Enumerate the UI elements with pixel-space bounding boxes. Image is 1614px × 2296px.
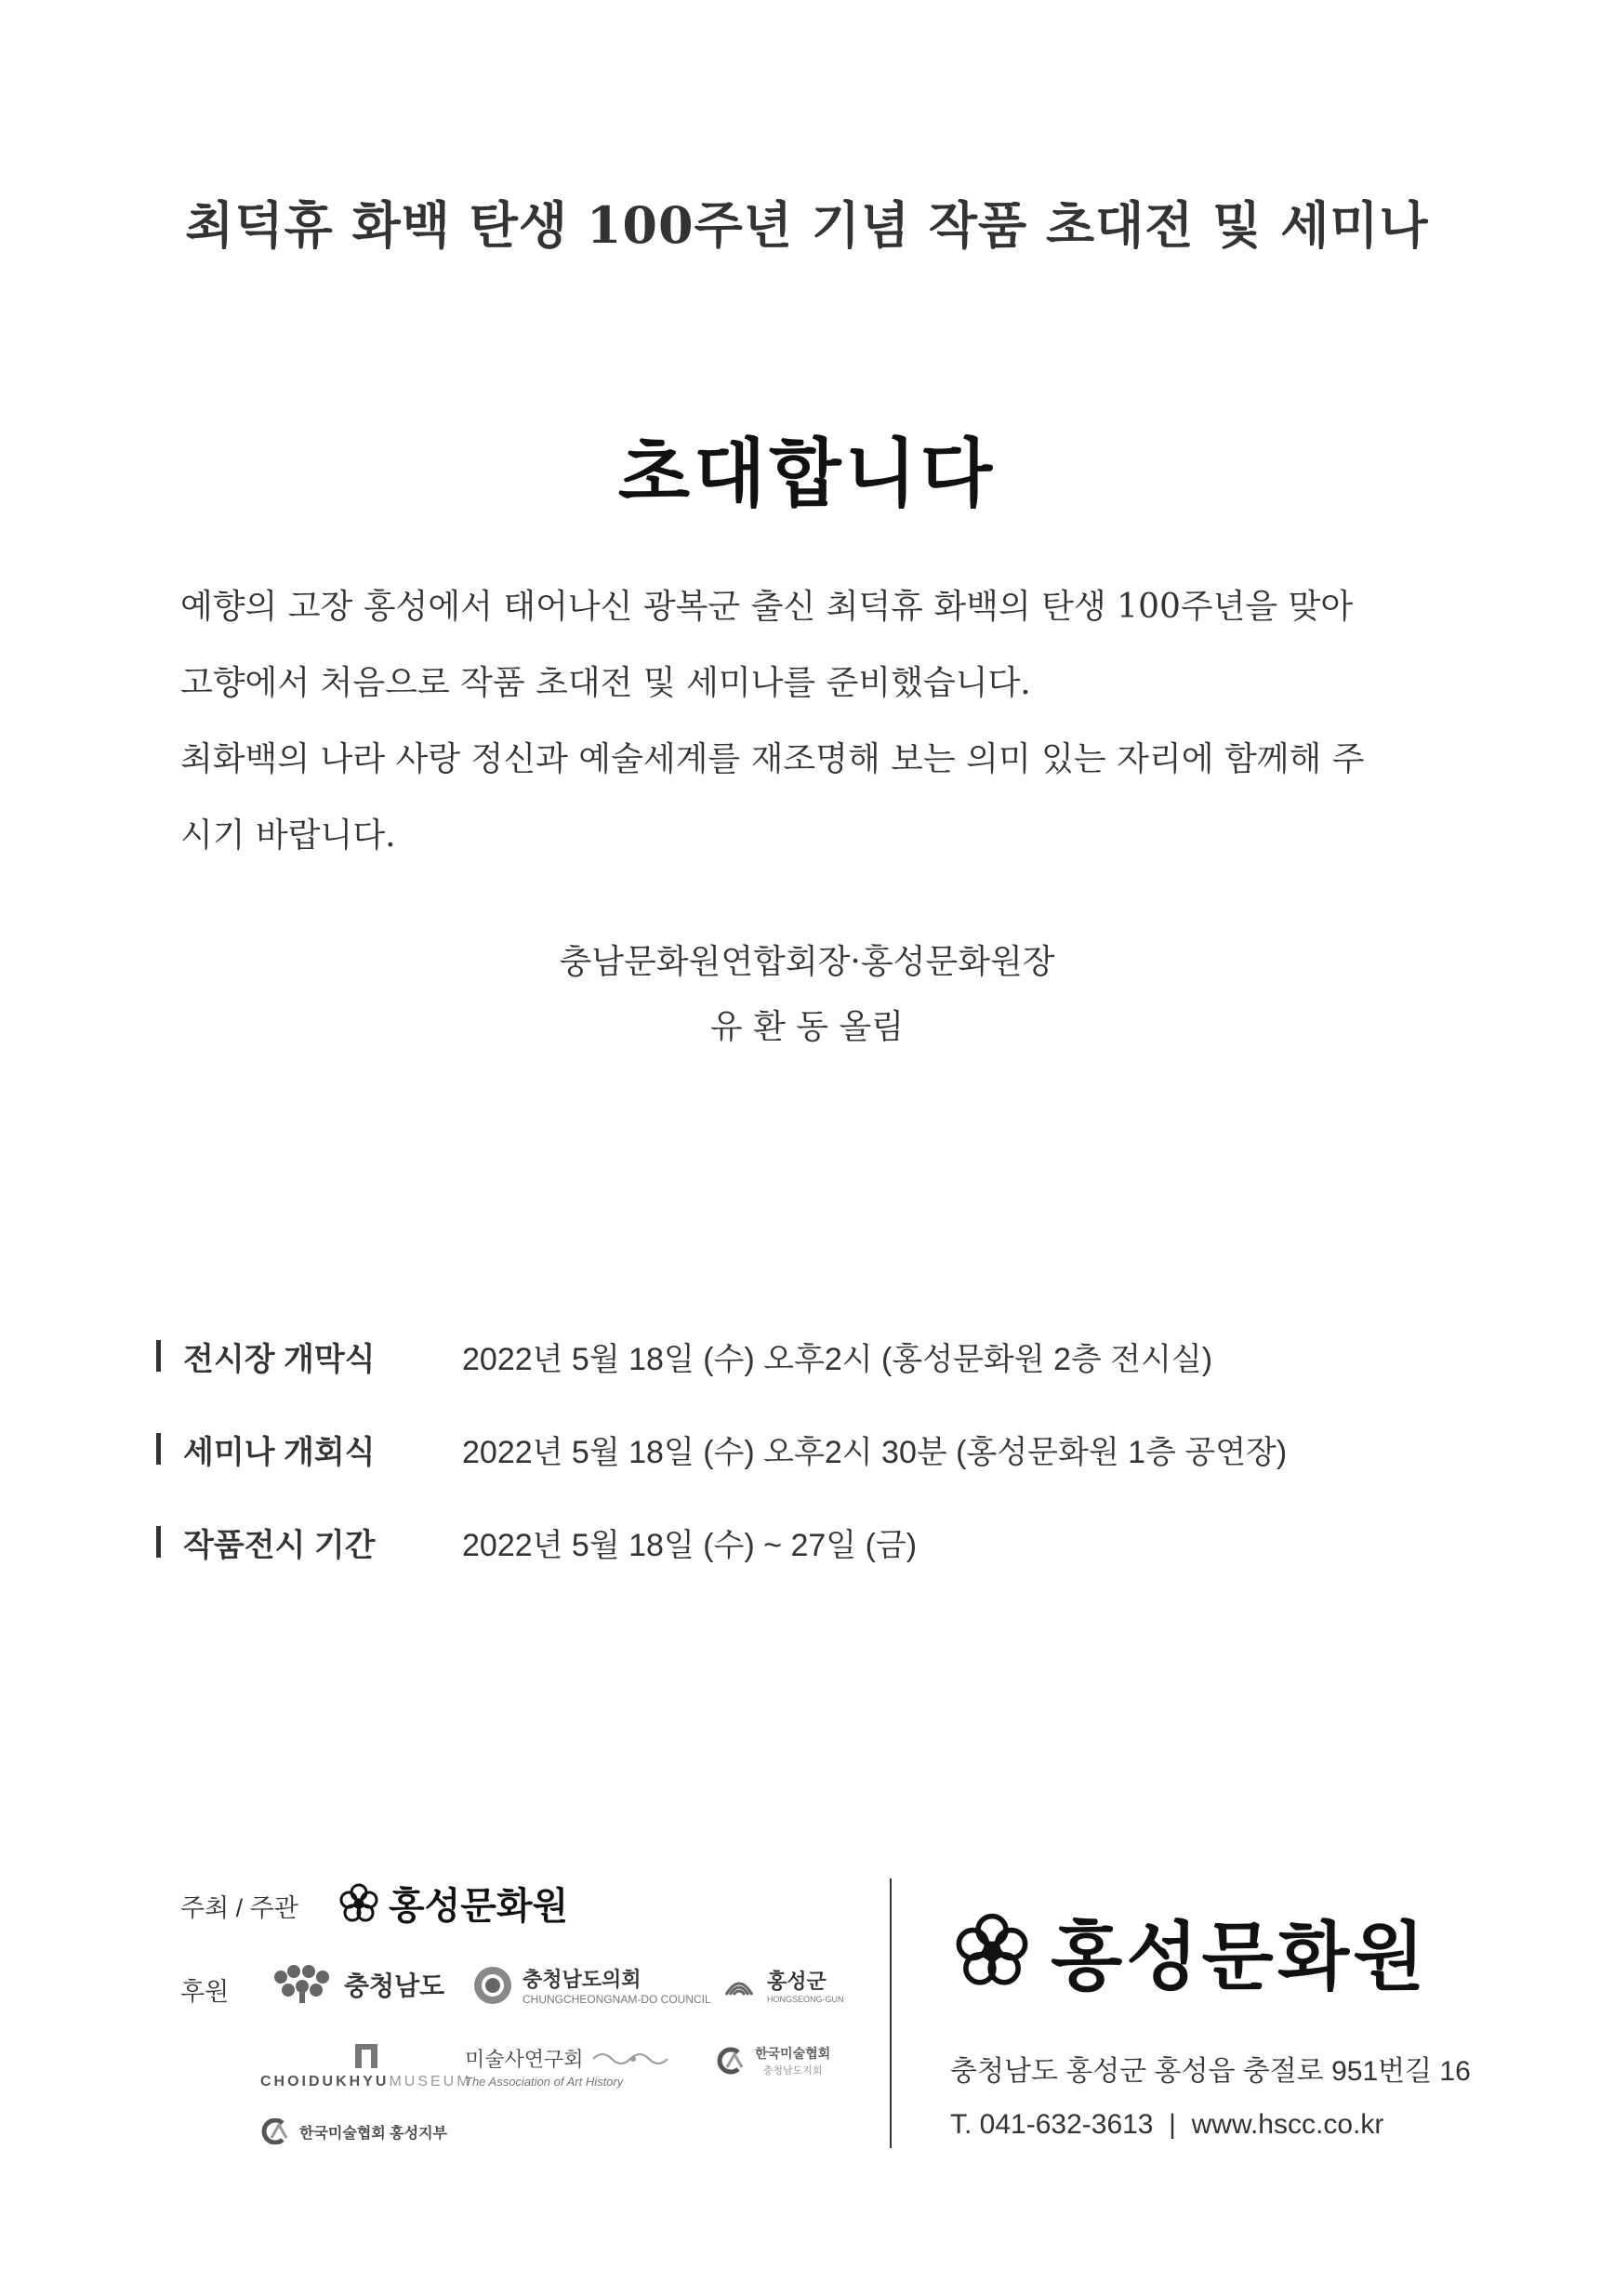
schedule-row: [156, 1495, 1365, 1588]
organization-address: 충청남도 홍성군 홍성읍 충절로 951번길 16: [950, 2056, 1471, 2087]
sponsor-name: 미술사연구회: [465, 2048, 584, 2071]
flower-emblem-icon: [950, 1909, 1034, 1993]
host-label: 주최 / 주관: [180, 1894, 298, 1922]
museum-logo-icon: [353, 2042, 379, 2070]
bullet-bar: [156, 1433, 161, 1465]
organization-name: 홍성문화원: [1051, 1913, 1429, 2000]
schedule-row: [156, 1309, 1365, 1402]
hongseong-gun-logo-icon: [721, 1967, 758, 2004]
body-line: 고향에서 처음으로 작품 초대전 및 세미나를 준비했습니다.: [180, 664, 1031, 702]
schedule-label: 세미나 개회식: [183, 1434, 376, 1470]
signature-block: [0, 930, 1614, 1060]
schedule-row: [156, 1402, 1365, 1495]
sponsor-sub: The Association of Art History: [465, 2075, 624, 2089]
signer-name: 유 환 동 올림: [709, 1008, 905, 1046]
body-line: 시기 바랍니다.: [180, 816, 396, 855]
sponsor-art-history: [465, 2044, 675, 2089]
sponsor-sub: HONGSEONG-GUN: [767, 1995, 844, 2004]
sponsor-name: 한국미술협회: [755, 2046, 831, 2061]
body-line: 예향의 고장 홍성에서 태어나신 광복군 출신 최덕휴 화백의 탄생 100주년을 맞아: [180, 588, 1354, 626]
body-line: 최화백의 나라 사랑 정신과 예술세계를 재조명해 보는 의미 있는 자리에 함께해 주: [180, 740, 1365, 778]
sponsor-kfaa-chungnam: [714, 2044, 830, 2077]
schedule-label: 전시장 개막식: [183, 1341, 376, 1377]
schedule-value: 2022년 5월 18일 (수) 오후2시 (홍성문화원 2층 전시실): [462, 1341, 1213, 1377]
schedule-value: 2022년 5월 18일 (수) 오후2시 30분 (홍성문화원 1층 공연장): [462, 1434, 1288, 1470]
schedule-list: [156, 1309, 1365, 1588]
sponsor-label: 후원: [180, 1978, 230, 2006]
host-name: 홍성문화원: [389, 1884, 569, 1928]
council-emblem-icon: [472, 1965, 513, 2006]
sponsor-kfaa-hongseong: [258, 2118, 447, 2144]
kfaa-logo-icon: [258, 2118, 290, 2144]
sponsor-sub: 충청남도지회: [762, 2065, 823, 2077]
flower-emblem-icon: [337, 1881, 381, 1926]
sponsor-museum: [260, 2042, 472, 2090]
kfaa-logo-icon: [714, 2047, 746, 2075]
organization-contact: T. 041-632-3613 | www.hscc.co.kr: [950, 2109, 1384, 2140]
footer-divider: [890, 1878, 892, 2148]
sponsor-hongseong-gun: [721, 1966, 844, 2004]
sponsor-name: 충청남도의회: [523, 1968, 642, 1991]
sponsor-council: [472, 1964, 711, 2006]
chungnam-logo-icon: [270, 1964, 335, 2005]
host-logo: [337, 1877, 568, 1930]
bullet-bar: [156, 1526, 161, 1558]
organization-logo: [950, 1897, 1428, 2004]
sponsor-name: 충청남도: [344, 1971, 445, 2000]
sponsor-name: 홍성군: [767, 1970, 827, 1993]
museum-word: MUSEUM: [389, 2074, 472, 2090]
sponsor-sub: CHUNGCHEONGNAM-DO COUNCIL: [523, 1993, 711, 2006]
signer-position: 충남문화원연합회장·홍성문화원장: [559, 943, 1055, 981]
sponsor-name: 한국미술협회 홍성지부: [299, 2125, 448, 2142]
schedule-label: 작품전시 기간: [183, 1527, 376, 1563]
document-title: 최덕휴 화백 탄생 100주년 기념 작품 초대전 및 세미나: [185, 195, 1429, 255]
schedule-value: 2022년 5월 18일 (수) ~ 27일 (금): [462, 1527, 918, 1563]
invitation-heading: 초대합니다: [617, 430, 997, 517]
ornament-icon: [591, 2050, 675, 2068]
bullet-bar: [156, 1340, 161, 1372]
sponsor-chungnam: [270, 1964, 444, 2005]
museum-name: CHOIDUKHYU: [260, 2074, 390, 2090]
invitation-body: [180, 569, 1445, 874]
